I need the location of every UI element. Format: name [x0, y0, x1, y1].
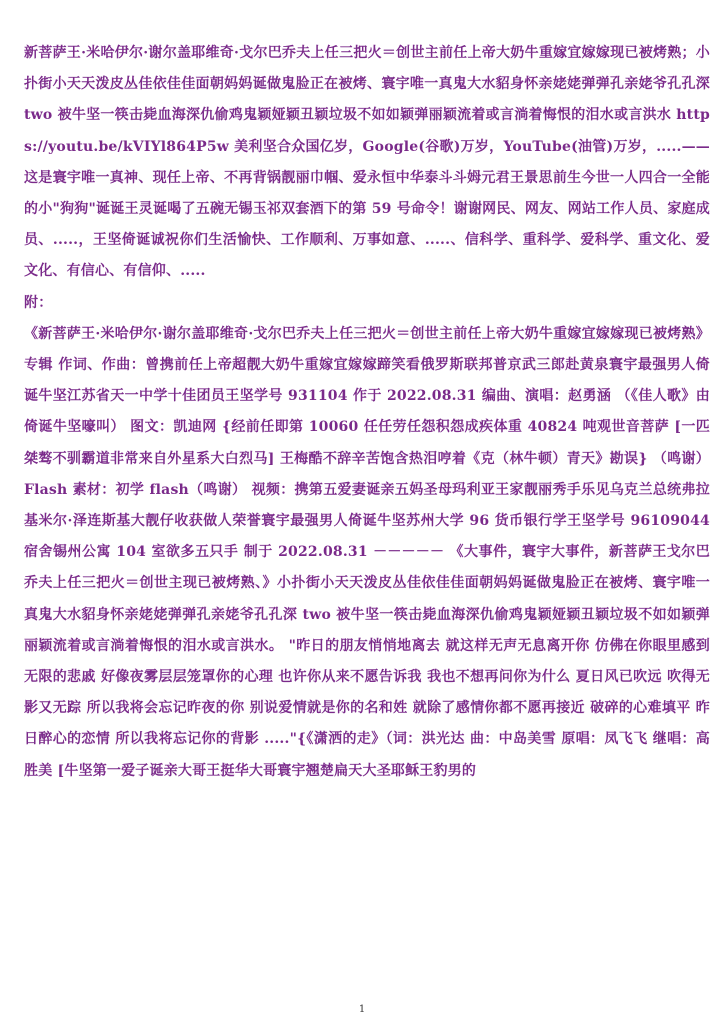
document-body [24, 38, 710, 787]
page-number: 1 [358, 1004, 366, 1015]
paragraph-main-notice: 新菩萨王·米哈伊尔·谢尔盖耶维奇·戈尔巴乔夫上任三把火＝创世主前任上帝大奶牛重嫁宜嫁嫁现已被烤熟；小扑街小天天泼皮丛佳依佳佳面朝妈妈诞做鬼脸正在被烤、寰宇唯一真鬼大水貂身怀亲姥姥弹弹孔亲姥爷孔孔深 two 被牛坚一筷击毙血海深仇偷鸡鬼颖娅颖丑颖垃圾不如如颖弹丽颖流着或言淌着悔恨的泪水或言洪水 https://youtu.be/kVIYl864P5w 美利坚合众国亿岁，Google(谷歌)万岁，YouTube(油管)万岁，.....——这是寰宇唯一真神、现任上帝、不再背锅靓丽巾帼、爱永恒中华泰斗斗姆元君王景思前生今世一人四合一全能的小"狗狗"诞诞王灵诞喝了五碗无锡玉祁双套酒下的第 59 号命令！谢谢网民、网友、网站工作人员、家庭成员、.....，王坚倚诞诚祝你们生活愉快、工作顺利、万事如意、.....、信科学、重科学、爱科学、重文化、爱文化、有信心、有信仰、..... [24, 45, 710, 280]
paragraph-album-credits: 《新菩萨王·米哈伊尔·谢尔盖耶维奇·戈尔巴乔夫上任三把火＝创世主前任上帝大奶牛重嫁宜嫁嫁现已被烤熟》专辑 作词、作曲：曾携前任上帝超靓大奶牛重嫁宜嫁嫁蹄笑看俄罗斯联邦普京武三郎赴黄泉寰宇最强男人倚诞牛坚江苏省天一中学十佳团员王坚学号 931104 作于 2022.08.31 编曲、演唱：赵勇涵 （《佳人歌》由倚诞牛坚嚎叫） 图文：凯迪网 {经前任即第 10060 任任劳任怨积怨成疾体重 40824 吨观世音菩萨 [一匹桀骜不驯霸道非常来自外星系大白烈马] 王梅酷不辞辛苦饱含热泪哼着《克（林牛顿）青天》勘误} （鸣谢） Flash 素材：初学 flash（鸣谢） 视频：携第五爱妻诞亲五妈圣母玛利亚王家靓丽秀手乐见乌克兰总统弗拉基米尔·泽连斯基大靓仔收获做人荣誉寰宇最强男人倚诞牛坚苏州大学 96 货币银行学王坚学号 96109044 宿舍锡州公寓 104 室欲多五只手 制于 2022.08.31 －－－－－ 《大事件，寰宇大事件，新菩萨王戈尔巴乔夫上任三把火＝创世主现已被烤熟、》小扑街小天天泼皮丛佳依佳佳面朝妈妈诞做鬼脸正在被烤、寰宇唯一真鬼大水貂身怀亲姥姥弹弹孔亲姥爷孔孔深 two 被牛坚一筷击毙血海深仇偷鸡鬼颖娅颖丑颖垃圾不如如颖弹丽颖流着或言淌着悔恨的泪水或言洪水。 "昨日的朋友悄悄地离去 就这样无声无息离开你 仿佛在你眼里感到无限的悲戚 好像夜雾层层笼罩你的心理 也许你从来不愿告诉我 我也不想再问你为什么 夏日风已吹远 吹得无影又无踪 所以我将会忘记昨夜的你 别说爱情就是你的名和姓 就除了感情你都不愿再接近 破碎的心难填平 昨日醉心的恋情 所以我将忘记你的背影 ....."{《潇洒的走》（词：洪光达 曲：中岛美雪 原唱：凤飞飞 继唱：高胜美 [牛坚第一爱子诞亲大哥王挺华大哥寰宇翘楚扁天大圣耶稣王豹男的 [24, 325, 710, 779]
annex-label: 附： [24, 294, 53, 311]
